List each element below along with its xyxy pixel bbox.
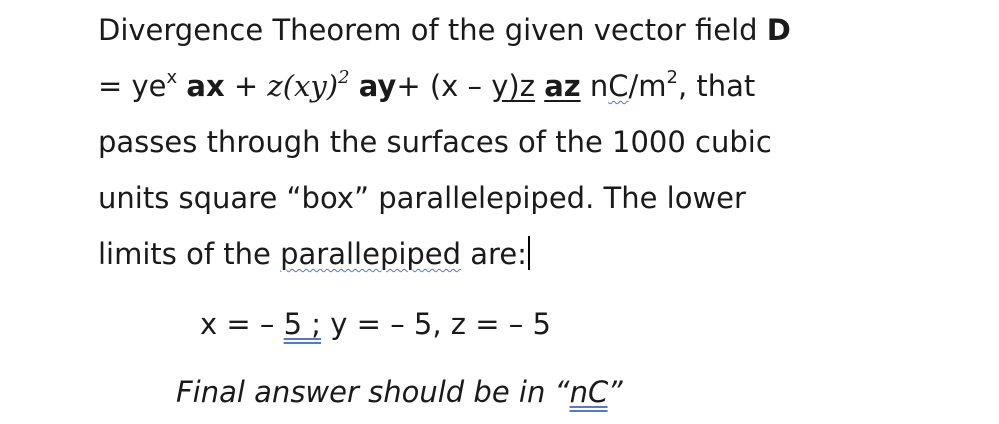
- yz-term: y)z: [491, 69, 535, 103]
- unit-n: n: [580, 69, 609, 103]
- unit-per-m: /m: [628, 69, 667, 103]
- spellcheck-word: parallepiped: [280, 237, 462, 271]
- line-2-tail: , that: [677, 69, 756, 103]
- unit-c: C: [608, 69, 629, 103]
- x-limit-value: 5 ;: [283, 307, 322, 341]
- unit-vector-ax: ax: [186, 69, 225, 103]
- exponent-2: 2: [338, 67, 350, 89]
- lower-limits-equation: [200, 304, 551, 344]
- final-tail: ”: [607, 375, 623, 409]
- yz-limits: y = – 5, z = – 5: [321, 307, 551, 341]
- x-limit-lead: x = –: [200, 307, 284, 341]
- vector-field-symbol: D: [766, 13, 791, 47]
- unit-vector-ay: ay: [358, 69, 397, 103]
- text-cursor: [528, 236, 530, 270]
- line-5-lead: limits of the: [98, 237, 281, 271]
- exponent-x: x: [166, 67, 178, 89]
- x-minus-term: + (x –: [396, 69, 492, 103]
- zxy-term: z(xy): [267, 69, 339, 103]
- spacer: [535, 69, 544, 103]
- problem-line-4: units square “box” parallelepiped. The lower: [98, 181, 746, 215]
- final-unit: nC: [569, 375, 608, 409]
- problem-line-5: [98, 234, 530, 274]
- problem-line-1: [98, 10, 791, 50]
- problem-line-2: [98, 66, 755, 106]
- plus-sign: +: [224, 69, 268, 103]
- ye-term: = ye: [98, 69, 167, 103]
- unit-vector-az: az: [544, 69, 581, 103]
- problem-line-3: passes through the surfaces of the 1000 cubic: [98, 125, 772, 159]
- line-1-text: Divergence Theorem of the given vector field: [98, 13, 767, 47]
- final-answer-note: [176, 372, 623, 412]
- final-lead: Final answer should be in “: [176, 375, 570, 409]
- line-5-tail: are:: [461, 237, 527, 271]
- unit-m-exponent: 2: [666, 67, 678, 89]
